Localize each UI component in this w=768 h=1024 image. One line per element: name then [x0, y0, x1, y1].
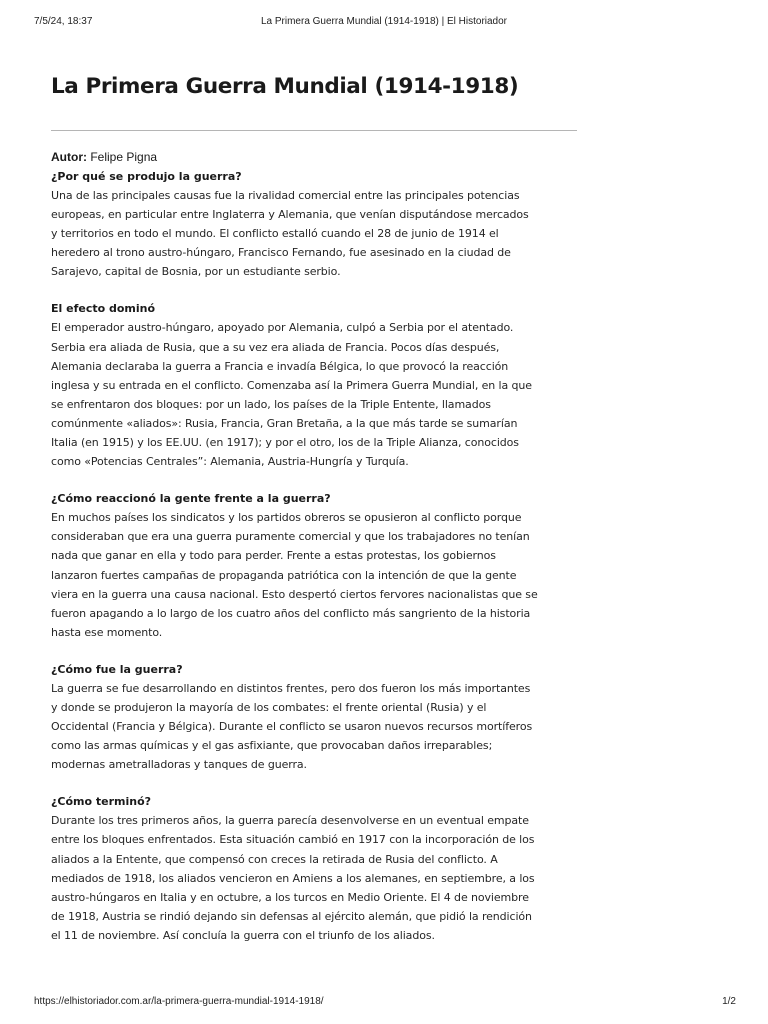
paragraph-line: lanzaron fuertes campañas de propaganda patriótica con la intención de que la gente [51, 568, 517, 582]
paragraph-line: viera en la guerra una causa nacional. Esto despertó ciertos fervores nacionalistas que se [51, 587, 538, 601]
paragraph-line: mediados de 1918, los aliados vencieron en Amiens a los alemanes, en septiembre, a los [51, 871, 535, 885]
paragraph-line: austro-húngaros en Italia y en octubre, a los turcos en Medio Oriente. El 4 de noviembre [51, 890, 529, 904]
article [51, 70, 577, 945]
section-heading: ¿Cómo reaccionó la gente frente a la guerra? [51, 492, 331, 506]
article-section [51, 660, 577, 774]
paragraph-line: Italia (en 1915) y los EE.UU. (en 1917); y por el otro, los de la Triple Alianza, conocidos [51, 436, 519, 450]
paragraph-line: Durante los tres primeros años, la guerra parecía desenvolverse en un eventual empate [51, 814, 529, 828]
article-section [51, 167, 577, 281]
paragraph-line: Una de las principales causas fue la rivalidad comercial entre las principales potencias [51, 189, 520, 202]
paragraph-line: y donde se produjeron la mayoría de los combates: el frente oriental (Rusia) y el [51, 700, 487, 714]
print-header [0, 16, 768, 30]
paragraph-line: hasta ese momento. [51, 625, 163, 639]
section-paragraph [51, 811, 577, 945]
section-heading: ¿Cómo fue la guerra? [51, 662, 183, 676]
paragraph-line: como «Potencias Centrales”: Alemania, Austria-Hungría y Turquía. [51, 455, 409, 469]
paragraph-line: consideraban que era una guerra puramente comercial y que los trabajadores no tenían [51, 530, 530, 544]
paragraph-line: nada que ganar en ella y todo para perder. Frente a estas protestas, los gobiernos [51, 549, 496, 563]
print-date: 7/5/24, 18:37 [34, 16, 93, 27]
article-title: La Primera Guerra Mundial (1914-1918) [51, 74, 519, 99]
paragraph-line: y territorios en todo el mundo. El conflicto estalló cuando el 28 de junio de 1914 el [51, 227, 499, 241]
paragraph-line: comúnmente «aliados»: Rusia, Francia, Gran Bretaña, a la que más tarde se sumarían [51, 416, 518, 430]
paragraph-line: el 11 de noviembre. Así concluía la guerra con el triunfo de los aliados. [51, 928, 435, 942]
paragraph-line: inglesa y su entrada en el conflicto. Comenzaba así la Primera Guerra Mundial, en la que [51, 378, 532, 392]
title-divider [51, 130, 577, 131]
paragraph-line: Serbia era aliada de Rusia, que a su vez era aliada de Francia. Pocos días después, [51, 340, 500, 354]
section-paragraph [51, 508, 577, 642]
paragraph-line: Alemania declaraba la guerra a Francia e invadía Bélgica, lo que provocó la reacción [51, 359, 509, 373]
paragraph-line: como las armas químicas y el gas asfixiante, que provocaban daños irreparables; [51, 739, 493, 753]
paragraph-line: de 1918, Austria se rindió dejando sin defensas al ejército alemán, que pidió la rendición [51, 909, 532, 923]
paragraph-line: fueron apagando a lo largo de los cuatro años del conflicto más sangriento de la historia [51, 606, 531, 620]
paragraph-line: Sarajevo, capital de Bosnia, por un estudiante serbio. [51, 265, 341, 279]
paragraph-line: La guerra se fue desarrollando en distintos frentes, pero dos fueron los más importantes [51, 681, 531, 695]
author-name: Felipe Pigna [90, 150, 158, 164]
section-paragraph [51, 186, 577, 281]
section-heading: ¿Por qué se produjo la guerra? [51, 170, 242, 183]
section-heading: El efecto dominó [51, 302, 156, 316]
paragraph-line: europeas, en particular entre Inglaterra y Alemania, que venían disputándose mercados [51, 208, 529, 222]
paragraph-line: heredero al trono austro-húngaro, Francisco Fernando, fue asesinado en la ciudad de [51, 246, 511, 260]
paragraph-line: Occidental (Francia y Bélgica). Durante el conflicto se usaron nuevos recursos mortíferos [51, 720, 533, 734]
section-heading: ¿Cómo terminó? [51, 795, 152, 809]
author-label: Autor: [51, 150, 87, 164]
article-section [51, 489, 577, 642]
paragraph-line: aliados a la Entente, que compensó con creces la retirada de Rusia del conflicto. A [51, 852, 498, 866]
paragraph-line: El emperador austro-húngaro, apoyado por Alemania, culpó a Serbia por el atentado. [51, 321, 514, 335]
article-section [51, 792, 577, 945]
paragraph-line: modernas ametralladoras y tanques de guerra. [51, 758, 307, 772]
section-paragraph [51, 318, 577, 471]
paragraph-line: En muchos países los sindicatos y los partidos obreros se opusieron al conflicto porque [51, 511, 522, 525]
print-footer [0, 996, 768, 1010]
author-line [51, 148, 577, 167]
paragraph-line: se enfrentaron dos bloques: por un lado, los países de la Triple Entente, llamados [51, 397, 491, 411]
print-url[interactable]: https://elhistoriador.com.ar/la-primera-guerra-mundial-1914-1918/ [34, 996, 324, 1007]
paragraph-line: entre los bloques enfrentados. Esta situación cambió en 1917 con la incorporación de los [51, 833, 535, 847]
section-paragraph [51, 679, 577, 774]
page-number: 1/2 [722, 996, 736, 1007]
article-section [51, 299, 577, 471]
article-sections [51, 167, 577, 945]
print-page-title: La Primera Guerra Mundial (1914-1918) | El Historiador [260, 16, 508, 27]
